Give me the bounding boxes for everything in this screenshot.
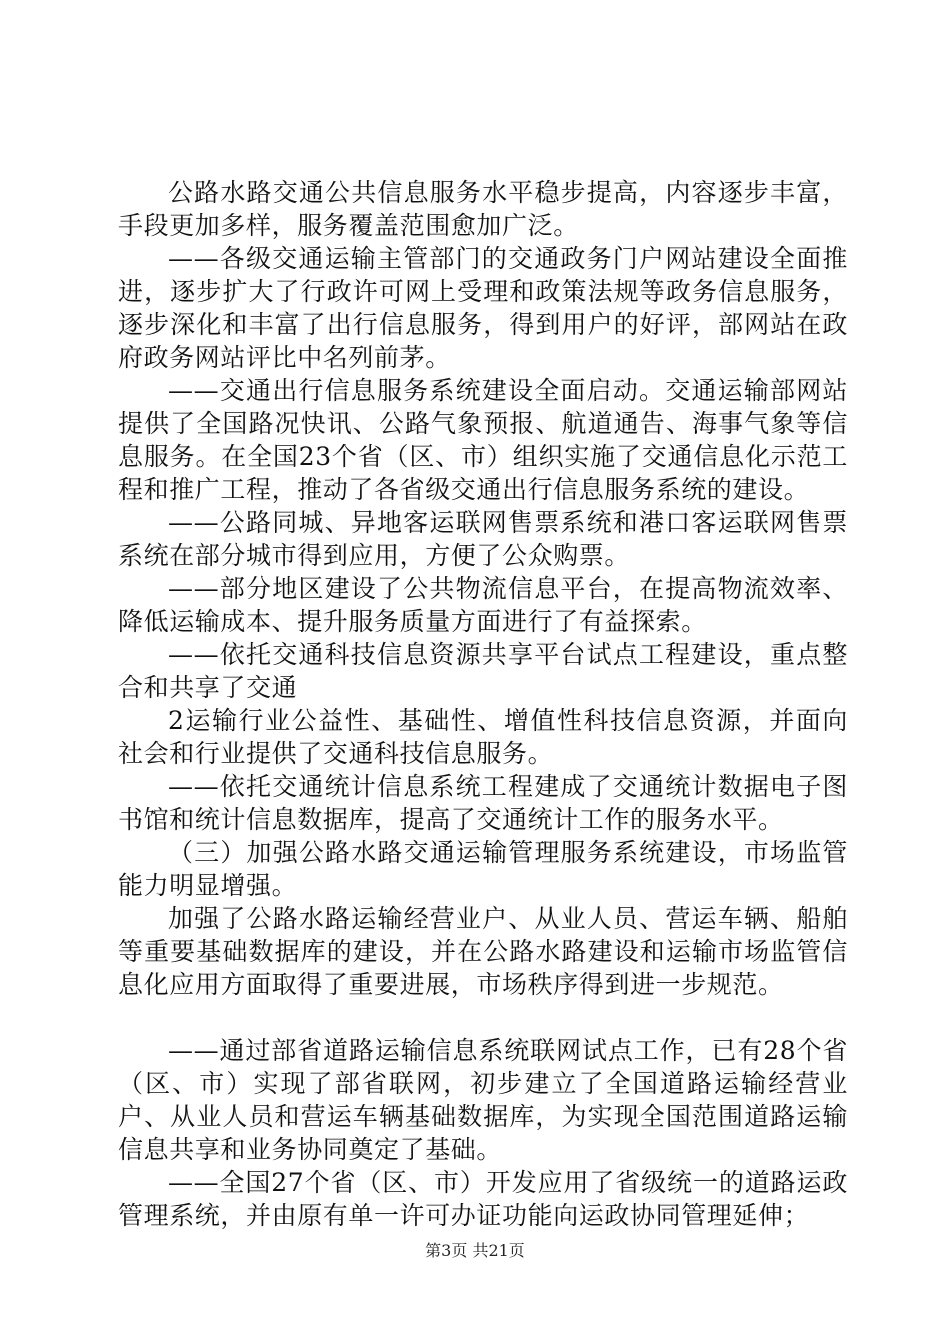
section-heading: （三）加强公路水路交通运输管理服务系统建设，市场监管能力明显增强。 — [118, 838, 848, 900]
paragraph-4: ——公路同城、异地客运联网售票系统和港口客运联网售票系统在部分城市得到应用，方便了公众购票。 — [118, 508, 848, 570]
paragraph-5: ——部分地区建设了公共物流信息平台，在提高物流效率、降低运输成本、提升服务质量方面进行了有益探索。 — [118, 574, 848, 636]
paragraph-1: 公路水路交通公共信息服务水平稳步提高，内容逐步丰富，手段更加多样，服务覆盖范围愈加广泛。 — [118, 178, 848, 240]
paragraph-6: ——依托交通科技信息资源共享平台试点工程建设，重点整合和共享了交通 — [118, 640, 848, 702]
paragraph-12: ——全国27个省（区、市）开发应用了省级统一的道路运政管理系统，并由原有单一许可办证功能向运政协同管理延伸； — [118, 1168, 848, 1230]
paragraph-8: ——依托交通统计信息系统工程建成了交通统计数据电子图书馆和统计信息数据库，提高了交通统计工作的服务水平。 — [118, 772, 848, 834]
page-footer: 第3页 共21页 — [425, 1241, 525, 1260]
paragraph-7: 2运输行业公益性、基础性、增值性科技信息资源，并面向社会和行业提供了交通科技信息服务。 — [118, 706, 848, 768]
paragraph-11: ——通过部省道路运输信息系统联网试点工作，已有28个省（区、市）实现了部省联网，初步建立了全国道路运输经营业户、从业人员和营运车辆基础数据库，为实现全国范围道路运输信息共享和业务协同奠定了基础。 — [118, 1036, 848, 1164]
document-body — [118, 176, 848, 1232]
paragraph-3: ——交通出行信息服务系统建设全面启动。交通运输部网站提供了全国路况快讯、公路气象预报、航道通告、海事气象等信息服务。在全国23个省（区、市）组织实施了交通信息化示范工程和推广工程，推动了各省级交通出行信息服务系统的建设。 — [118, 376, 848, 504]
paragraph-2: ——各级交通运输主管部门的交通政务门户网站建设全面推进，逐步扩大了行政许可网上受理和政策法规等政务信息服务，逐步深化和丰富了出行信息服务，得到用户的好评，部网站在政府政务网站评比中名列前茅。 — [118, 244, 848, 372]
paragraph-10: 加强了公路水路运输经营业户、从业人员、营运车辆、船舶等重要基础数据库的建设，并在公路水路建设和运输市场监管信息化应用方面取得了重要进展，市场秩序得到进一步规范。 — [118, 904, 848, 999]
